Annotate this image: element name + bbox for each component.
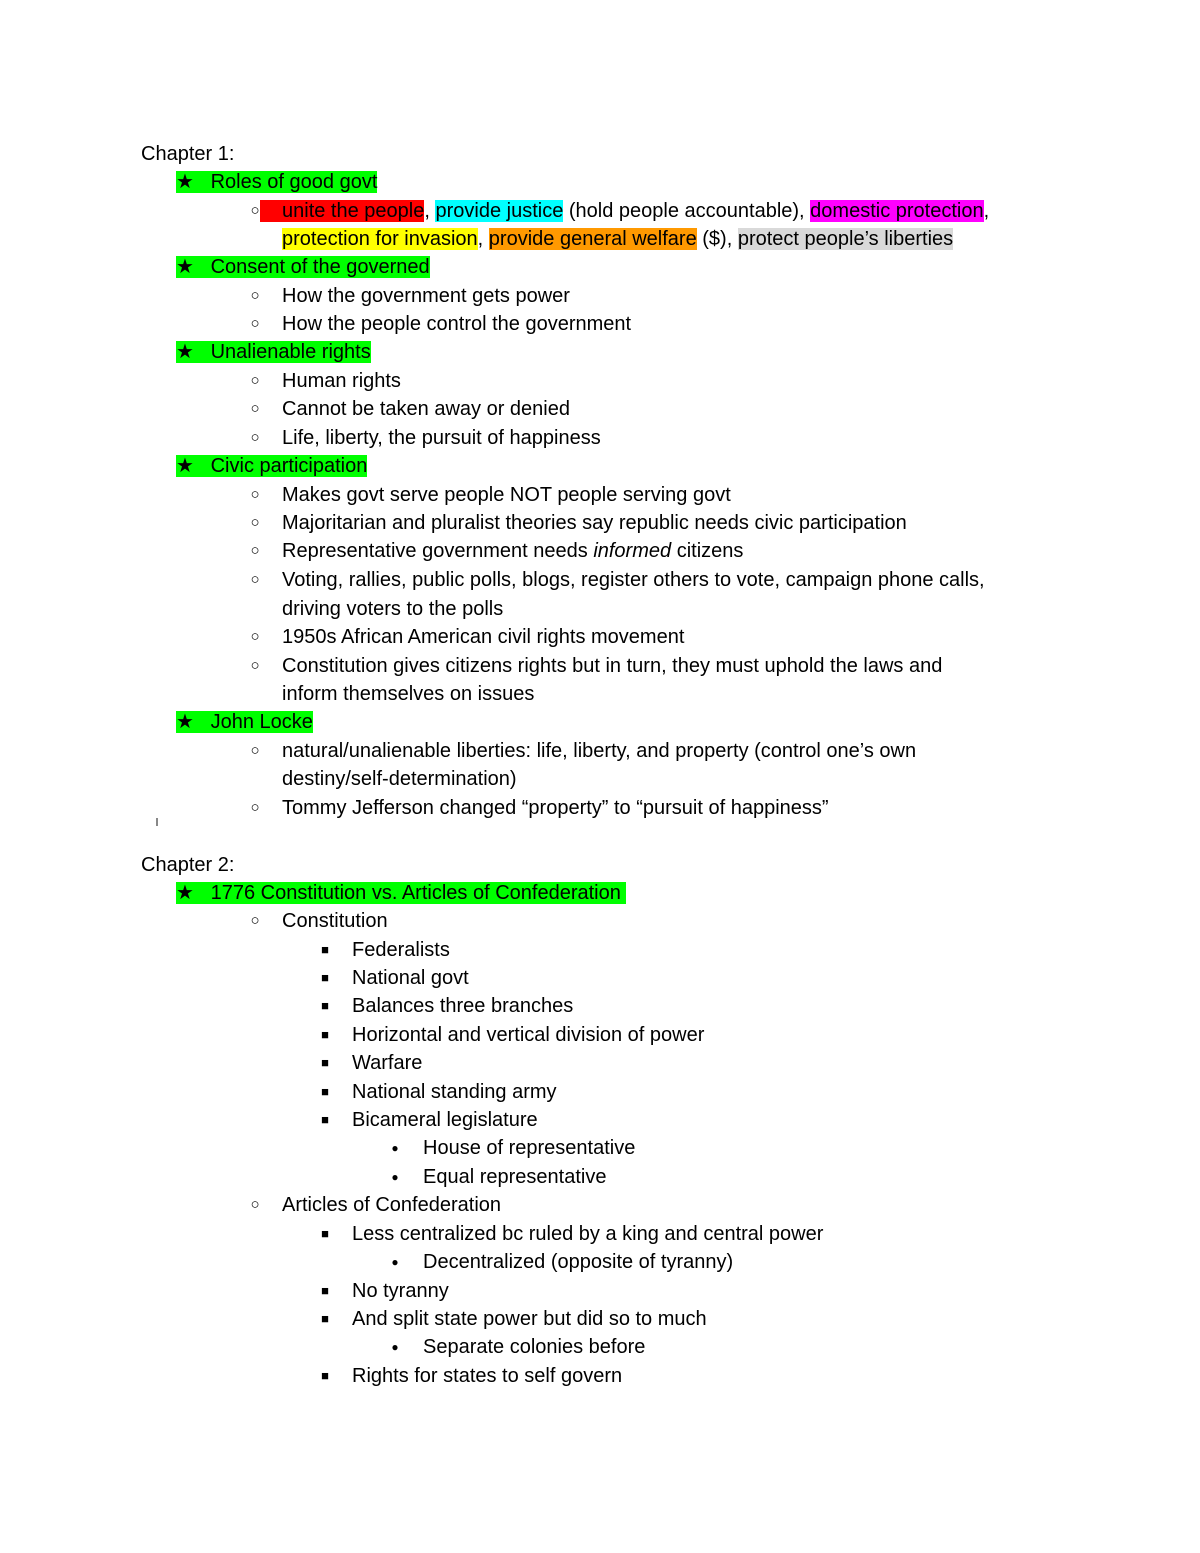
- list-item: ■ Federalists: [0, 937, 1200, 963]
- locke-heading: ★ John Locke: [176, 711, 313, 733]
- list-item: ● Equal representative: [0, 1164, 1200, 1190]
- highlight-invasion: protection for invasion: [282, 228, 478, 250]
- dot-bullet-icon: ●: [391, 1255, 399, 1269]
- highlight-domestic: domestic protection: [810, 200, 984, 222]
- chapter-2-heading: Chapter 2:: [141, 854, 235, 876]
- star-bullet-icon: ★: [176, 455, 194, 477]
- star-bullet-icon: ★: [176, 882, 194, 904]
- list-item: ○ Representative government needs informed citizens: [0, 538, 1200, 564]
- list-item: ○ Human rights: [0, 368, 1200, 394]
- square-bullet-icon: ■: [321, 1112, 329, 1127]
- list-item: ○ Makes govt serve people NOT people serving govt: [0, 482, 1200, 508]
- unalienable-heading: ★ Unalienable rights: [176, 341, 371, 363]
- consent-heading-row: [176, 254, 430, 280]
- emphasis-informed: informed: [593, 540, 672, 562]
- list-item: ● House of representative: [0, 1135, 1200, 1161]
- circle-bullet-icon: ○: [250, 742, 260, 759]
- list-item: ○ Tommy Jefferson changed “property” to “pursuit of happiness”: [0, 795, 1200, 821]
- list-item: ○ Articles of Confederation: [0, 1192, 1200, 1218]
- list-item: ■ No tyranny: [0, 1278, 1200, 1304]
- roles-item-line-2: protection for invasion, provide general welfare ($), protect people’s liberties: [282, 228, 954, 250]
- list-item: ● Decentralized (opposite of tyranny): [0, 1249, 1200, 1275]
- unalienable-heading-row: [176, 339, 371, 365]
- locke-heading-row: [176, 709, 313, 735]
- roles-heading-row: [176, 169, 377, 195]
- list-item: ○ Life, liberty, the pursuit of happiness: [0, 425, 1200, 451]
- square-bullet-icon: ■: [321, 1283, 329, 1298]
- square-bullet-icon: ■: [321, 1311, 329, 1326]
- circle-bullet-icon: ○: [250, 315, 260, 332]
- circle-bullet-icon: ○: [250, 400, 260, 417]
- square-bullet-icon: ■: [321, 1368, 329, 1383]
- dot-bullet-icon: ●: [391, 1141, 399, 1155]
- list-item: ■ And split state power but did so to much: [0, 1306, 1200, 1332]
- circle-bullet-icon: ○: [250, 486, 260, 503]
- list-item: ■ Bicameral legislature: [0, 1107, 1200, 1133]
- square-bullet-icon: ■: [321, 970, 329, 985]
- list-item: ○ Constitution: [0, 908, 1200, 934]
- list-item: ● Separate colonies before: [0, 1334, 1200, 1360]
- circle-bullet-icon: ○: [250, 628, 260, 645]
- civic-heading-row: [176, 453, 367, 479]
- circle-bullet-icon: ○: [250, 202, 260, 219]
- list-item: ○ How the people control the government: [0, 311, 1200, 337]
- list-item: ○ natural/unalienable liberties: life, liberty, and property (control one’s own: [0, 738, 1200, 764]
- highlight-unite: unite the people: [260, 200, 424, 222]
- circle-bullet-icon: ○: [250, 799, 260, 816]
- list-item: ■ Balances three branches: [0, 993, 1200, 1019]
- circle-bullet-icon: ○: [250, 912, 260, 929]
- circle-bullet-icon: ○: [250, 657, 260, 674]
- star-bullet-icon: ★: [176, 341, 194, 363]
- civic-heading: ★ Civic participation: [176, 455, 368, 477]
- circle-bullet-icon: ○: [250, 372, 260, 389]
- dot-bullet-icon: ●: [391, 1170, 399, 1184]
- chapter-1-heading: Chapter 1:: [141, 143, 235, 165]
- square-bullet-icon: ■: [321, 1226, 329, 1241]
- list-item: ○ Majoritarian and pluralist theories say republic needs civic participation: [0, 510, 1200, 536]
- consent-heading: ★ Consent of the governed: [176, 256, 430, 278]
- star-bullet-icon: ★: [176, 171, 194, 193]
- list-item: ■ Warfare: [0, 1050, 1200, 1076]
- list-item: ■ National standing army: [0, 1079, 1200, 1105]
- list-item: ○ How the government gets power: [0, 283, 1200, 309]
- compare-heading-row: [176, 880, 626, 906]
- circle-bullet-icon: ○: [250, 514, 260, 531]
- list-item: ■ Less centralized bc ruled by a king and central power: [0, 1221, 1200, 1247]
- square-bullet-icon: ■: [321, 942, 329, 957]
- circle-bullet-icon: ○: [250, 1196, 260, 1213]
- square-bullet-icon: ■: [321, 1055, 329, 1070]
- roles-heading: ★ Roles of good govt: [176, 171, 378, 193]
- square-bullet-icon: ■: [321, 998, 329, 1013]
- roles-item-line-1: ○ unite the people, provide justice (hold people accountable), domestic protection,: [0, 198, 1200, 224]
- highlight-welfare: provide general welfare: [488, 228, 697, 250]
- circle-bullet-icon: ○: [250, 571, 260, 588]
- list-item: ■ Rights for states to self govern: [0, 1363, 1200, 1389]
- list-item: ■ National govt: [0, 965, 1200, 991]
- list-item: ○ Cannot be taken away or denied: [0, 396, 1200, 422]
- compare-heading: ★ 1776 Constitution vs. Articles of Confederation: [176, 882, 626, 904]
- dot-bullet-icon: ●: [391, 1340, 399, 1354]
- star-bullet-icon: ★: [176, 256, 194, 278]
- circle-bullet-icon: ○: [250, 429, 260, 446]
- list-item: ■ Horizontal and vertical division of power: [0, 1022, 1200, 1048]
- circle-bullet-icon: ○: [250, 287, 260, 304]
- list-item-continuation: inform themselves on issues: [282, 683, 535, 705]
- highlight-justice: provide justice: [435, 200, 564, 222]
- list-item: ○ 1950s African American civil rights movement: [0, 624, 1200, 650]
- highlight-liberties: protect people’s liberties: [737, 228, 954, 250]
- star-bullet-icon: ★: [176, 711, 194, 733]
- list-item-continuation: driving voters to the polls: [282, 598, 504, 620]
- list-item-continuation: destiny/self-determination): [282, 768, 517, 790]
- circle-bullet-icon: ○: [250, 542, 260, 559]
- square-bullet-icon: ■: [321, 1084, 329, 1099]
- square-bullet-icon: ■: [321, 1027, 329, 1042]
- stray-mark: [156, 818, 158, 826]
- list-item: ○ Voting, rallies, public polls, blogs, register others to vote, campaign phone calls,: [0, 567, 1200, 593]
- list-item: ○ Constitution gives citizens rights but in turn, they must uphold the laws and: [0, 653, 1200, 679]
